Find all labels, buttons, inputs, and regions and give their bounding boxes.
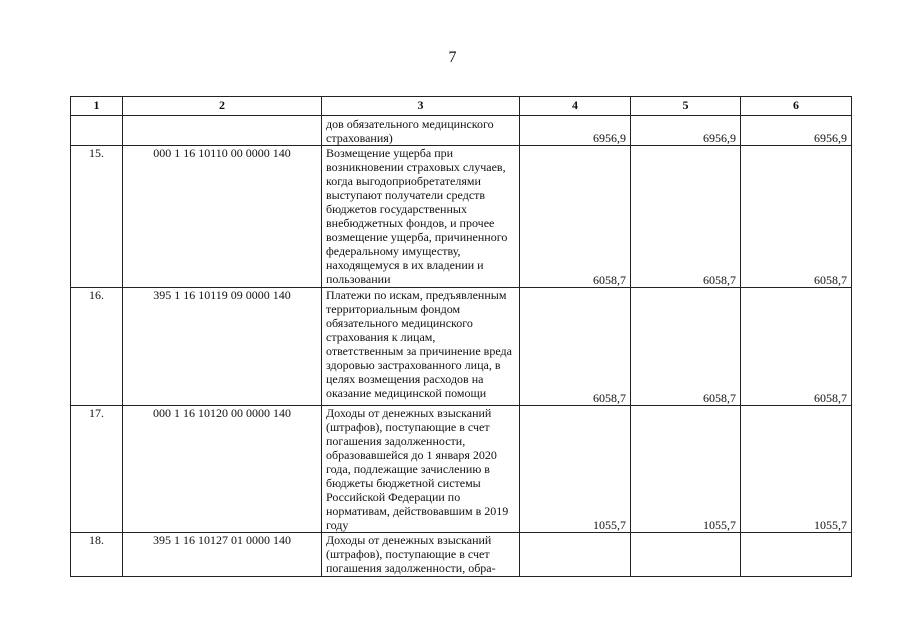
row-code: 000 1 16 10120 00 0000 140 — [123, 406, 322, 533]
table-row — [71, 146, 852, 288]
column-header: 3 — [322, 97, 520, 116]
row-value-col6: 6956,9 — [741, 116, 852, 146]
row-value-col4: 6956,9 — [520, 116, 631, 146]
row-code: 395 1 16 10127 01 0000 140 — [123, 533, 322, 577]
row-value-col4 — [520, 533, 631, 577]
row-value-col5: 6956,9 — [631, 116, 741, 146]
row-name: Платежи по искам, предъявленным территориальным фондом обязательного медицинского страхования к лицам, ответственным за причинение вреда здоровью застрахованного лица, в целях возмещения расходов на оказание медицинской помощи — [322, 288, 520, 406]
row-value-col6: 6058,7 — [741, 146, 852, 288]
row-name: Возмещение ущерба при возникновении страховых случаев, когда выгодоприобретателями выступают получатели средств бюджетов государственных внебюджетных фондов, и прочее возмещение ущерба, причиненного федеральному имуществу, находящемуся в их владении и пользовании — [322, 146, 520, 288]
row-name: Доходы от денежных взысканий (штрафов), поступающие в счет погашения задолженности, образовавшейся до 1 января 2020 года, подлежащие зачислению в бюджеты бюджетной системы Российской Федерации по нормативам, действовавшим в 2019 году — [322, 406, 520, 533]
row-code: 000 1 16 10110 00 0000 140 — [123, 146, 322, 288]
table-row — [71, 288, 852, 406]
row-value-col5: 1055,7 — [631, 406, 741, 533]
row-value-col6 — [741, 533, 852, 577]
row-value-col4: 1055,7 — [520, 406, 631, 533]
row-number — [71, 116, 123, 146]
row-code — [123, 116, 322, 146]
row-value-col6: 1055,7 — [741, 406, 852, 533]
row-number: 17. — [71, 406, 123, 533]
budget-table — [70, 96, 852, 577]
table-row — [71, 406, 852, 533]
row-number: 18. — [71, 533, 123, 577]
row-name: Доходы от денежных взысканий (штрафов), поступающие в счет погашения задолженности, обра- — [322, 533, 520, 577]
column-header: 6 — [741, 97, 852, 116]
row-value-col4: 6058,7 — [520, 146, 631, 288]
column-header: 1 — [71, 97, 123, 116]
column-header: 2 — [123, 97, 322, 116]
table-header-row — [71, 97, 852, 116]
row-value-col5: 6058,7 — [631, 146, 741, 288]
row-code: 395 1 16 10119 09 0000 140 — [123, 288, 322, 406]
row-number: 16. — [71, 288, 123, 406]
table-row — [71, 116, 852, 146]
row-value-col4: 6058,7 — [520, 288, 631, 406]
page-number: 7 — [448, 49, 457, 66]
column-header: 5 — [631, 97, 741, 116]
row-name: дов обязательного медицинского страхования) — [322, 116, 520, 146]
table-row — [71, 533, 852, 577]
row-number: 15. — [71, 146, 123, 288]
column-header: 4 — [520, 97, 631, 116]
row-value-col5 — [631, 533, 741, 577]
row-value-col5: 6058,7 — [631, 288, 741, 406]
row-value-col6: 6058,7 — [741, 288, 852, 406]
